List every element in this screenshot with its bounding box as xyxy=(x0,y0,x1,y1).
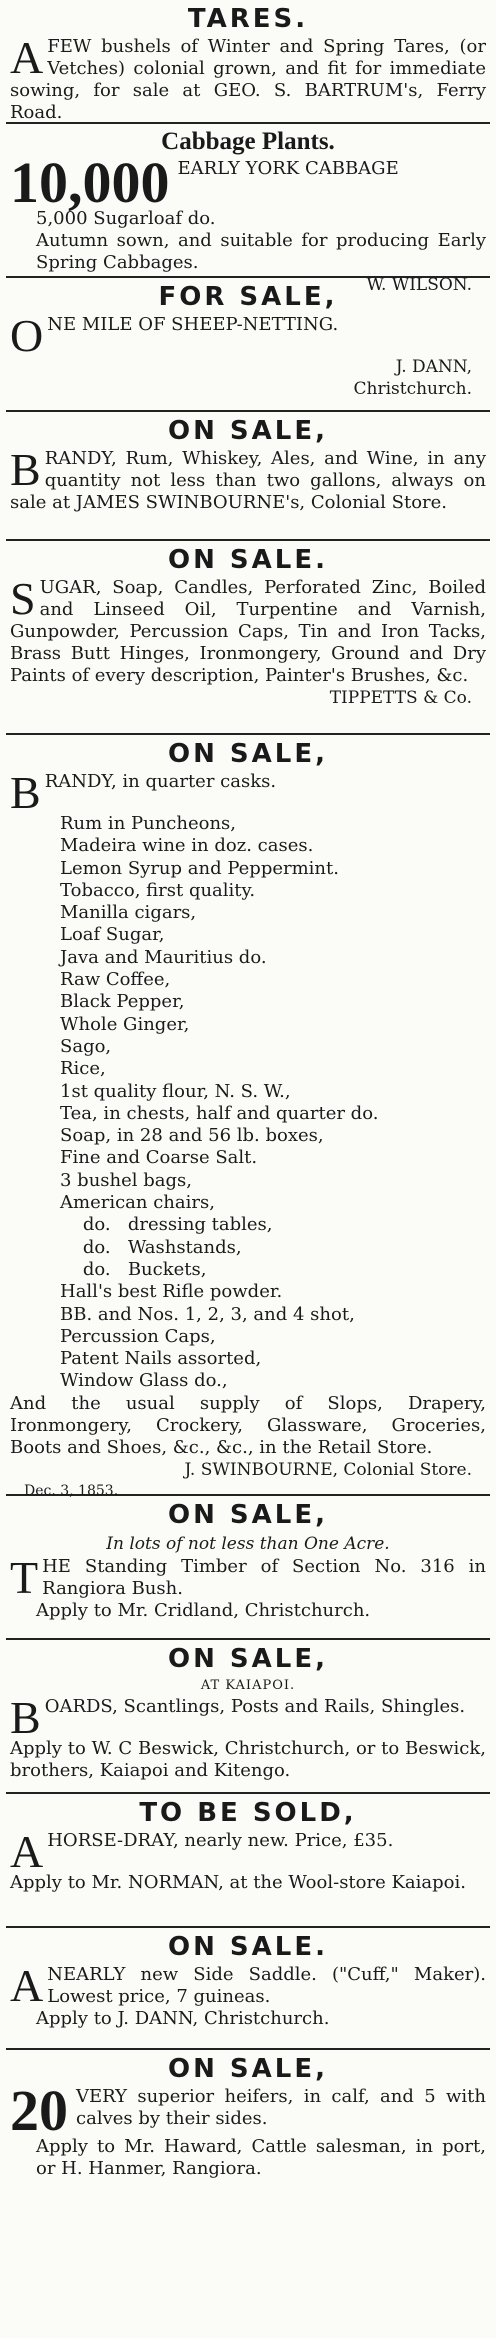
divider xyxy=(6,539,490,541)
ad-heading: ON SALE, xyxy=(168,2054,328,2084)
ad-body xyxy=(10,1826,486,1877)
ad-line: 5,000 Sugarloaf do. xyxy=(36,208,216,229)
ad-heading: Cabbage Plants. xyxy=(161,128,335,155)
goods-list-item: Soap, in 28 and 56 lb. boxes, xyxy=(60,1125,324,1147)
ad-apply: Apply to Mr. Haward, Cattle salesman, in port, or H. Hanmer, Rangiora. xyxy=(36,2136,486,2179)
goods-list-item: Window Glass do., xyxy=(60,1370,228,1392)
drop-cap: B xyxy=(10,1692,41,1743)
signature: TIPPETTS & Co. xyxy=(329,688,472,708)
ad-netting xyxy=(0,280,496,410)
ad-body xyxy=(10,1552,486,1603)
drop-cap: T xyxy=(10,1552,39,1603)
ad-heading: FOR SALE, xyxy=(158,282,338,312)
goods-list-item: Manilla cigars, xyxy=(60,902,197,924)
divider xyxy=(6,410,490,412)
goods-list-item: Patent Nails assorted, xyxy=(60,1348,262,1370)
goods-list-item: Rum in Puncheons, xyxy=(60,813,237,834)
ad-sugar xyxy=(0,543,496,733)
ad-heading: ON SALE, xyxy=(168,1500,328,1530)
big-number: 10,000 xyxy=(10,150,170,215)
ad-text: OARDS, Scantlings, Posts and Rails, Shingles. xyxy=(44,1696,466,1717)
ad-body xyxy=(10,1960,486,2011)
goods-list-item: Madeira wine in doz. cases. xyxy=(60,835,314,857)
ad-heading: ON SALE. xyxy=(168,1932,328,1962)
goods-list-item: 3 bushel bags, xyxy=(60,1169,192,1191)
signature-place: Christchurch. xyxy=(353,379,472,399)
drop-cap: B xyxy=(10,444,41,495)
ad-date: Dec. 3, 1853. xyxy=(24,1482,119,1499)
ad-body xyxy=(10,32,486,124)
goods-list-item: do. dressing tables, xyxy=(60,1214,273,1236)
goods-list-item: Fine and Coarse Salt. xyxy=(60,1147,258,1169)
ad-tares xyxy=(0,2,496,122)
ad-heading: ON SALE, xyxy=(168,739,328,769)
ad-timber xyxy=(0,1498,496,1638)
goods-list-item: Whole Ginger, xyxy=(60,1013,190,1035)
ad-closing: And the usual supply of Slops, Drapery, Ironmongery, Crockery, Glassware, Groceries, Boots and Shoes, &c., &c., in the Retail Store. xyxy=(10,1392,486,1458)
goods-list-item: do. Buckets, xyxy=(60,1258,207,1280)
ad-text: FEW bushels of Winter and Spring Tares, (or Vetches) colonial grown, and fit for immediate sowing, for sale at GEO. S. BARTRUM's, Ferry Road. xyxy=(10,36,486,123)
ad-heading: TARES. xyxy=(187,4,309,34)
newspaper-column xyxy=(0,2,496,2182)
ad-text: RANDY, Rum, Whiskey, Ales, and Wine, in any quantity not less than two gallons, always on sale at JAMES SWINBOURNE's, Colonial Store. xyxy=(10,448,486,513)
goods-list-item: BB. and Nos. 1, 2, 3, and 4 shot, xyxy=(60,1303,355,1325)
ad-text: HE Standing Timber of Section No. 316 in Rangiora Bush. xyxy=(42,1556,486,1599)
signature-name: J. DANN, xyxy=(395,357,472,377)
ad-subheading: AT KAIAPOI. xyxy=(200,1678,296,1693)
ad-heading: ON SALE, xyxy=(168,1644,328,1674)
goods-list-item: American chairs, xyxy=(60,1192,215,1214)
divider xyxy=(6,1638,490,1640)
ad-body xyxy=(10,444,486,514)
signature: W. WILSON. xyxy=(366,275,472,295)
ad-apply: Apply to Mr. NORMAN, at the Wool-store Kaiapoi. xyxy=(10,1872,466,1893)
signature: J. SWINBOURNE, Colonial Store. xyxy=(184,1459,472,1480)
ad-text: NEARLY new Side Saddle. ("Cuff," Maker). Lowest price, 7 guineas. xyxy=(47,1964,486,2007)
goods-list-item: do. Washstands, xyxy=(60,1236,242,1258)
goods-list-item: Percussion Caps, xyxy=(60,1325,216,1347)
goods-list-item: Lemon Syrup and Peppermint. xyxy=(60,857,339,879)
ad-body xyxy=(10,150,486,215)
ad-apply: Apply to W. C Beswick, Christchurch, or to Beswick, brothers, Kaiapoi and Kitengo. xyxy=(10,1738,486,1781)
goods-list xyxy=(10,813,486,1393)
ad-apply: Apply to Mr. Cridland, Christchurch. xyxy=(36,1600,371,1621)
divider xyxy=(6,733,490,735)
ad-heifers xyxy=(0,2052,496,2182)
ad-apply: Apply to J. DANN, Christchurch. xyxy=(36,2008,330,2029)
drop-cap: S xyxy=(10,573,36,624)
goods-list-item: Black Pepper, xyxy=(60,991,185,1013)
ad-text: UGAR, Soap, Candles, Perforated Zinc, Boiled and Linseed Oil, Turpentine and Varnish, Gunpowder, Percussion Caps, Tin and Iron Tacks, Brass Butt Hinges, Ironmongery, Ground and Dry Paints of every description, Painter's Brushes, &c. xyxy=(10,577,486,686)
ad-first-line xyxy=(10,767,486,818)
ad-heading: ON SALE, xyxy=(168,416,328,446)
ad-brandy-spirits xyxy=(0,414,496,539)
ad-subheading: In lots of not less than One Acre. xyxy=(106,1534,390,1554)
drop-cap: B xyxy=(10,767,41,818)
goods-list-item: Raw Coffee, xyxy=(60,969,171,991)
drop-cap: A xyxy=(10,1826,44,1877)
divider xyxy=(6,1792,490,1794)
ad-text: Autumn sown, and suitable for producing Early Spring Cabbages. xyxy=(36,230,486,273)
ad-horse-dray xyxy=(0,1796,496,1926)
goods-list-item: Tobacco, first quality. xyxy=(60,879,256,901)
goods-list-item: Tea, in chests, half and quarter do. xyxy=(60,1102,379,1124)
divider xyxy=(6,122,490,124)
divider xyxy=(6,1926,490,1928)
big-number: 20 xyxy=(10,2078,68,2143)
ad-body xyxy=(10,310,486,361)
drop-cap: A xyxy=(10,32,44,83)
drop-cap: O xyxy=(10,310,44,361)
goods-list-item: Loaf Sugar, xyxy=(60,924,165,946)
ad-text: HORSE-DRAY, nearly new. Price, £35. xyxy=(47,1830,394,1851)
ad-heading: ON SALE. xyxy=(168,545,328,575)
ad-cabbage xyxy=(0,126,496,295)
ad-body xyxy=(10,1692,486,1743)
ad-body xyxy=(10,2078,486,2143)
goods-list-item: Java and Mauritius do. xyxy=(60,946,267,968)
ad-colonial-store xyxy=(0,737,496,1499)
ad-side-saddle xyxy=(0,1930,496,2048)
ad-heading: TO BE SOLD, xyxy=(139,1798,357,1828)
drop-cap: A xyxy=(10,1960,44,2011)
ad-text: VERY superior heifers, in calf, and 5 with calves by their sides. xyxy=(76,2086,486,2129)
goods-list-item: Sago, xyxy=(60,1035,112,1057)
ad-body xyxy=(10,573,486,687)
ad-text: RANDY, in quarter casks. xyxy=(44,771,277,792)
ad-text: NE MILE OF SHEEP-NETTING. xyxy=(47,314,339,335)
goods-list-item: Rice, xyxy=(60,1058,106,1080)
divider xyxy=(6,2048,490,2050)
ad-headline: EARLY YORK CABBAGE xyxy=(177,158,399,179)
goods-list-item: 1st quality flour, N. S. W., xyxy=(60,1080,291,1102)
ad-boards xyxy=(0,1642,496,1792)
goods-list-item: Hall's best Rifle powder. xyxy=(60,1281,283,1303)
